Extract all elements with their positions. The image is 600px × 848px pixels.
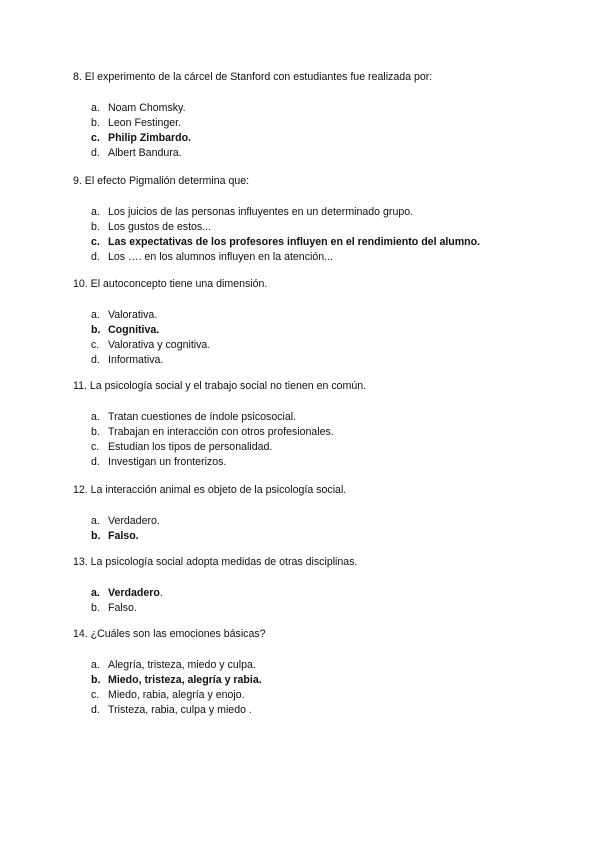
- question-text: 10. El autoconcepto tiene una dimensión.: [73, 278, 268, 290]
- question-text: 13. La psicología social adopta medidas de otras disciplinas.: [73, 556, 358, 568]
- option-text: Albert Bandura.: [108, 147, 182, 159]
- option-letter: c.: [91, 441, 100, 453]
- option-d: [73, 250, 543, 265]
- option-text: Falso.: [108, 602, 137, 614]
- option-text: Philip Zimbardo.: [108, 132, 191, 144]
- question-text: 14. ¿Cuáles son las emociones básicas?: [73, 628, 266, 640]
- option-d: [73, 455, 543, 470]
- option-text: Trabajan en interacción con otros profesionales.: [108, 426, 334, 438]
- option-text: Valorativa.: [108, 309, 158, 321]
- option-text: Estudian los tipos de personalidad.: [108, 441, 273, 453]
- option-a: [73, 514, 543, 529]
- question-14: [73, 627, 543, 718]
- option-letter: c.: [91, 339, 100, 351]
- option-letter: b.: [91, 324, 101, 336]
- option-b: [73, 425, 543, 440]
- option-text: Verdadero.: [108, 515, 160, 527]
- question-10: [73, 277, 543, 368]
- option-c: [73, 338, 543, 353]
- option-letter: c.: [91, 236, 100, 248]
- option-a: [73, 658, 543, 673]
- option-a: [73, 308, 543, 323]
- option-list: [73, 658, 543, 718]
- option-d: [73, 353, 543, 368]
- option-list: [73, 410, 543, 470]
- option-text: Los juicios de las personas influyentes en un determinado grupo.: [108, 206, 414, 218]
- option-text: Falso.: [108, 530, 139, 542]
- question-12: [73, 483, 543, 544]
- option-a: [73, 410, 543, 425]
- option-text-bold: Verdadero: [108, 587, 160, 599]
- option-text: Cognitiva.: [108, 324, 160, 336]
- option-c: [73, 440, 543, 455]
- question-11: [73, 379, 543, 470]
- option-text: Investigan un fronterizos.: [108, 456, 227, 468]
- option-letter: a.: [91, 411, 100, 423]
- option-text: Alegría, tristeza, miedo y culpa.: [108, 659, 256, 671]
- question-9: [73, 174, 543, 265]
- option-b: [73, 116, 543, 131]
- option-b-correct: [73, 323, 543, 338]
- option-text: Las expectativas de los profesores influyen en el rendimiento del alumno.: [108, 236, 481, 248]
- option-d: [73, 703, 543, 718]
- option-text: Tratan cuestiones de índole psicosocial.: [108, 411, 297, 423]
- option-b-correct: [73, 529, 543, 544]
- option-text: Miedo, rabia, alegría y enojo.: [108, 689, 245, 701]
- question-text: 11. La psicología social y el trabajo social no tienen en común.: [73, 380, 367, 392]
- option-text: Leon Festinger.: [108, 117, 182, 129]
- option-list: [73, 101, 543, 161]
- option-letter: d.: [91, 251, 100, 263]
- option-letter: a.: [91, 587, 100, 599]
- option-list: [73, 205, 543, 265]
- option-text-tail: .: [159, 587, 163, 599]
- option-text: Los …. en los alumnos influyen en la atención...: [108, 251, 333, 263]
- option-letter: d.: [91, 147, 100, 159]
- question-text: 8. El experimento de la cárcel de Stanford con estudiantes fue realizada por:: [73, 71, 433, 83]
- option-text: Los gustos de estos...: [108, 221, 212, 233]
- option-letter: c.: [91, 689, 100, 701]
- option-a-correct: [73, 586, 543, 601]
- question-text: 9. El efecto Pigmalión determina que:: [73, 175, 250, 187]
- question-8: [73, 70, 543, 161]
- question-13: [73, 555, 543, 616]
- option-b-correct: [73, 673, 543, 688]
- option-b: [73, 220, 543, 235]
- option-letter: d.: [91, 704, 100, 716]
- option-letter: b.: [91, 602, 100, 614]
- option-letter: b.: [91, 221, 100, 233]
- option-text: Informativa.: [108, 354, 164, 366]
- option-letter: b.: [91, 426, 100, 438]
- option-letter: d.: [91, 354, 100, 366]
- option-letter: d.: [91, 456, 100, 468]
- option-b: [73, 601, 543, 616]
- question-text: 12. La interacción animal es objeto de la psicología social.: [73, 484, 347, 496]
- option-letter: b.: [91, 674, 101, 686]
- option-letter: b.: [91, 530, 101, 542]
- option-text: [108, 586, 163, 601]
- option-d: [73, 146, 543, 161]
- option-letter: c.: [91, 132, 100, 144]
- option-text: Tristeza, rabia, culpa y miedo .: [108, 704, 252, 716]
- option-letter: a.: [91, 206, 100, 218]
- option-letter: a.: [91, 659, 100, 671]
- option-a: [73, 205, 543, 220]
- option-a: [73, 101, 543, 116]
- option-c-correct: [73, 131, 543, 146]
- option-text: Miedo, tristeza, alegría y rabia.: [108, 674, 262, 686]
- option-text: Valorativa y cognitiva.: [108, 339, 211, 351]
- option-list: [73, 514, 543, 544]
- option-c-correct: [73, 235, 543, 250]
- option-list: [73, 308, 543, 368]
- option-list: [73, 586, 543, 616]
- option-text: Noam Chomsky.: [108, 102, 186, 114]
- option-letter: a.: [91, 102, 100, 114]
- option-c: [73, 688, 543, 703]
- option-letter: b.: [91, 117, 100, 129]
- option-letter: a.: [91, 309, 100, 321]
- option-letter: a.: [91, 515, 100, 527]
